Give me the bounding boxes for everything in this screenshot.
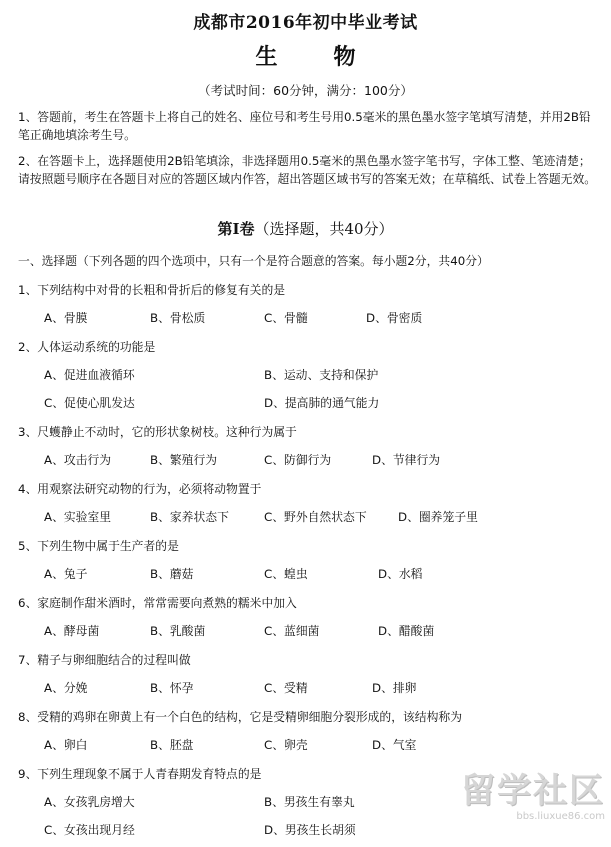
option-b: B、繁殖行为	[150, 453, 218, 467]
question-stem: 9、下列生理现象不属于人青春期发育特点的是	[18, 767, 262, 781]
option-b: B、怀孕	[150, 681, 194, 695]
option-d: D、骨密质	[366, 311, 423, 325]
option-a: A、女孩乳房增大	[44, 795, 135, 809]
exam-info: （考试时间：60分钟，满分：100分）	[198, 83, 413, 98]
option-a: A、兔子	[44, 567, 88, 581]
option-c: C、骨髓	[264, 311, 308, 325]
option-d: D、提高肺的通气能力	[264, 396, 380, 410]
question-stem: 8、受精的鸡卵在卵黄上有一个白色的结构，它是受精卵细胞分裂形成的，该结构称为	[18, 710, 462, 724]
instruction-1: 1、答题前，考生在答题卡上将自己的姓名、座位号和考生号用0.5毫米的黑色墨水签字笔填写清楚，并用2B铅笔正确地填涂考生号。	[18, 110, 591, 142]
option-c: C、防御行为	[264, 453, 332, 467]
section-title-suffix: （选择题，共40分）	[254, 220, 394, 238]
option-c: C、促使心肌发达	[44, 396, 135, 410]
option-c: C、蓝细菌	[264, 624, 320, 638]
option-a: A、分娩	[44, 681, 88, 695]
option-b: B、家养状态下	[150, 510, 229, 524]
question-stem: 6、家庭制作甜米酒时，常常需要向煮熟的糯米中加入	[18, 596, 297, 610]
question-stem: 5、下列生物中属于生产者的是	[18, 539, 179, 553]
option-d: D、醋酸菌	[378, 624, 435, 638]
subject-heading: 生物	[255, 44, 412, 70]
question-stem: 3、尺蠖静止不动时，它的形状象树枝。这种行为属于	[18, 425, 297, 439]
option-d: D、节律行为	[372, 453, 441, 467]
option-d: D、排卵	[372, 681, 417, 695]
question-stem: 4、用观察法研究动物的行为，必须将动物置于	[18, 482, 262, 496]
option-d: D、水稻	[378, 567, 423, 581]
option-a: A、酵母菌	[44, 624, 100, 638]
option-c: C、野外自然状态下	[264, 510, 367, 524]
section-intro: 一、选择题（下列各题的四个选项中，只有一个是符合题意的答案。每小题2分，共40分）	[18, 254, 489, 268]
question-stem: 7、精子与卵细胞结合的过程叫做	[18, 653, 191, 667]
option-a: A、促进血液循环	[44, 368, 135, 382]
option-d: D、气室	[372, 738, 417, 752]
question-stem: 2、人体运动系统的功能是	[18, 340, 156, 354]
instruction-2: 2、在答题卡上，选择题使用2B铅笔填涂，非选择题用0.5毫米的黑色墨水签字笔书写，字体工整、笔迹清楚；请按照题号顺序在各题目对应的答题区域内作答，超出答题区域书写的答案无效；在草稿纸、试卷上答题无效。	[18, 154, 597, 186]
option-c: C、女孩出现月经	[44, 823, 135, 837]
option-d: D、圈养笼子里	[398, 510, 478, 524]
option-c: C、卵壳	[264, 738, 308, 752]
option-c: C、受精	[264, 681, 308, 695]
option-b: B、男孩生有睾丸	[264, 795, 355, 809]
watermark-url: bbs.liuxue86.com	[516, 811, 605, 822]
option-b: B、胚盘	[150, 738, 194, 752]
option-d: D、男孩生长胡须	[264, 823, 356, 837]
exam-title: 成都市2016年初中毕业考试	[193, 13, 418, 33]
watermark-logo-text: 留学社区	[461, 771, 605, 811]
section-title-main: 第Ⅰ卷	[217, 220, 255, 238]
option-b: B、乳酸菌	[150, 624, 206, 638]
option-a: A、卵白	[44, 738, 88, 752]
option-a: A、攻击行为	[44, 453, 112, 467]
option-b: B、运动、支持和保护	[264, 368, 379, 382]
section-title	[0, 218, 611, 239]
option-c: C、蝗虫	[264, 567, 308, 581]
option-b: B、蘑菇	[150, 567, 194, 581]
option-b: B、骨松质	[150, 311, 206, 325]
question-stem: 1、下列结构中对骨的长粗和骨折后的修复有关的是	[18, 283, 286, 297]
option-a: A、实验室里	[44, 510, 112, 524]
watermark	[440, 771, 605, 833]
option-a: A、骨膜	[44, 311, 88, 325]
